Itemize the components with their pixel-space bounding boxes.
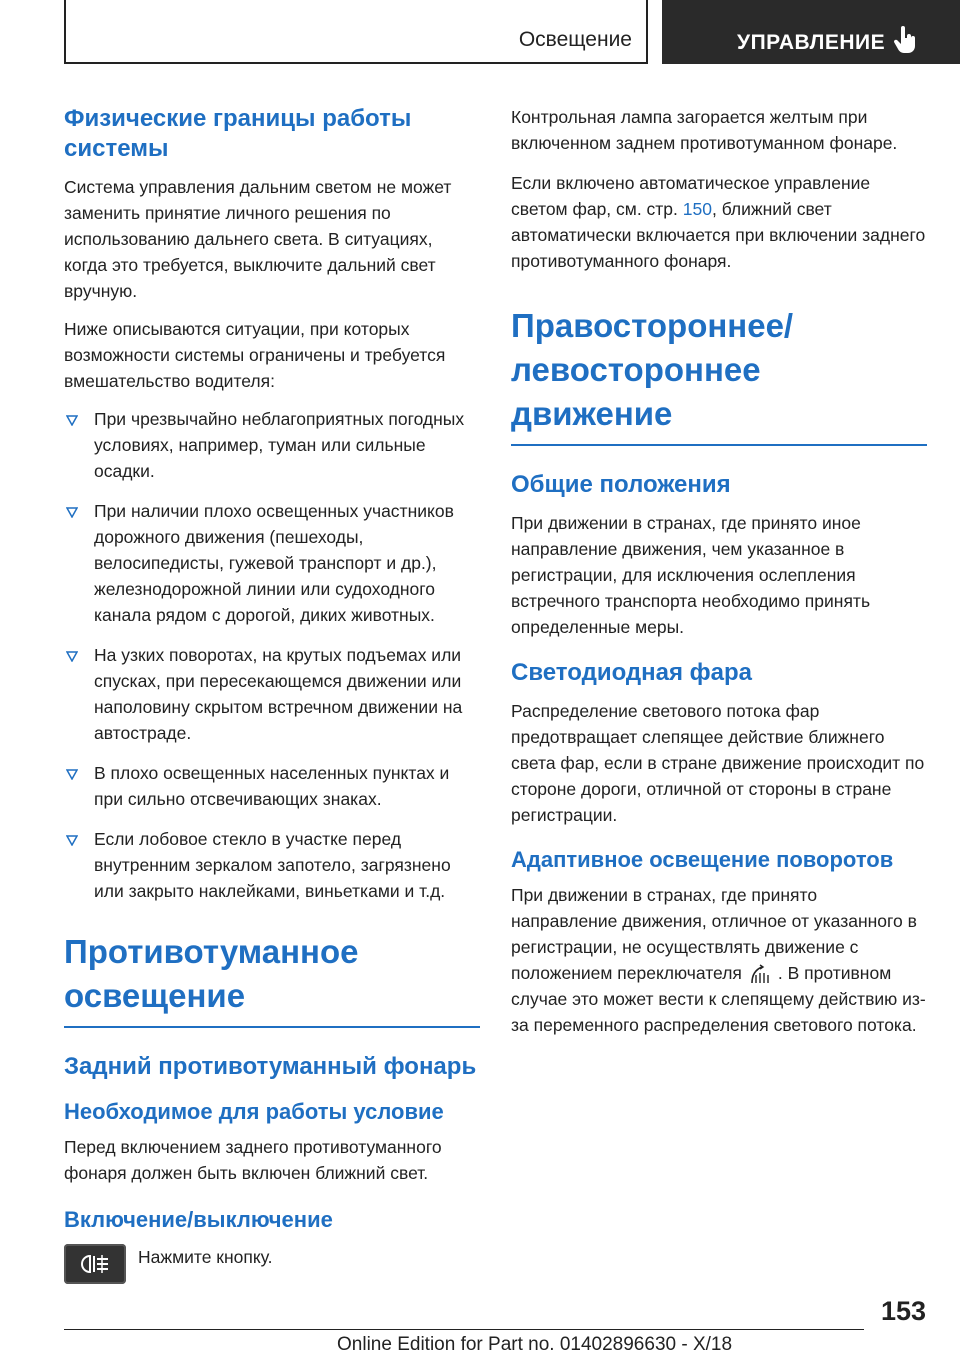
adaptive-text-end: . В противном случае это может вести к слепящему действию из-за переменного распределения светового потока.	[511, 963, 926, 1035]
onoff-text: Нажмите кнопку.	[138, 1247, 273, 1267]
section-header-tab	[64, 0, 648, 64]
bullet-text: На узких поворотах, на крутых подъемах или спусках, при пересекающемся движении или наполовину скрытом встречном движении на автостраде.	[94, 645, 463, 743]
limits-bullet-list	[64, 406, 480, 904]
general-heading: Общие положения	[511, 471, 731, 498]
chapter-title: УПРАВЛЕНИЕ	[737, 31, 886, 54]
rear-fog-button-image	[64, 1244, 126, 1284]
triangle-bullet-icon	[66, 507, 78, 518]
button-instruction	[64, 1244, 480, 1284]
footer-divider	[64, 1329, 864, 1330]
led-headlight-heading: Светодиодная фара	[511, 659, 753, 686]
fog-lights-heading: Противотуманное освещение	[64, 930, 480, 1028]
list-item	[64, 406, 480, 484]
hand-pointer-icon	[893, 26, 919, 59]
bullet-text: В плохо освещенных населенных пунктах и при сильно отсвечивающих знаках.	[94, 763, 450, 809]
section-title: Освещение	[518, 28, 632, 51]
bullet-text: При чрезвычайно неблагоприятных погодных условиях, например, туман или сильные осадки.	[94, 409, 465, 481]
chapter-header	[662, 0, 960, 64]
adaptive-light-icon	[748, 963, 772, 985]
list-item	[64, 642, 480, 746]
auto-text-start: Если включено автоматическое управление светом фар, см. стр.	[511, 173, 871, 219]
bullet-text: При наличии плохо освещенных участников дорожного движения (пешеходы, велосипедисты, гужевой транспорт и др.), железнодорожной линии или судоходного канала рядом с дорогой, диких животных.	[94, 501, 454, 625]
triangle-bullet-icon	[66, 415, 78, 426]
adaptive-text-start: При движении в странах, где принято направление движения, отличное от указанного в регистрации, не осуществлять движение с положением переключателя	[511, 885, 917, 983]
limits-heading: Физические границы работы системы	[64, 105, 412, 162]
onoff-heading: Включение/выключение	[64, 1207, 333, 1232]
condition-text: Перед включением заднего противотуманного фонаря должен быть включен ближний свет.	[64, 1137, 442, 1183]
list-item	[64, 760, 480, 812]
triangle-bullet-icon	[66, 835, 78, 846]
page-number: 153	[880, 1296, 926, 1326]
bullet-text: Если лобовое стекло в участке перед внутренним зеркалом запотело, загрязнено или закрыто наклейками, виньетками и т.д.	[94, 829, 451, 901]
led-headlight-text: Распределение светового потока фар предотвращает слепящее действие ближнего света фар, если в стране движение происходит по стороне дороги, отличной от стороны в стране регистрации.	[511, 701, 925, 825]
list-item	[64, 498, 480, 628]
condition-heading: Необходимое для работы условие	[64, 1099, 444, 1124]
auto-text-end: , ближний свет автоматически включается при включении заднего противотуманного фонаря.	[511, 199, 926, 271]
adaptive-heading: Адаптивное освещение поворотов	[511, 847, 894, 872]
right-column	[511, 104, 927, 1050]
list-item	[64, 826, 480, 904]
auto-headlight-paragraph	[511, 170, 927, 274]
indicator-paragraph: Контрольная лампа загорается желтым при включенном заднем противотуманном фонаре.	[511, 107, 898, 153]
triangle-bullet-icon	[66, 651, 78, 662]
rear-fog-light-icon	[78, 1252, 112, 1276]
edition-footer: Online Edition for Part no. 01402896630 - X/18	[337, 1334, 733, 1355]
rear-fog-heading: Задний противотуманный фонарь	[64, 1053, 477, 1080]
adaptive-text	[511, 882, 927, 1038]
page-reference-link[interactable]: 150	[682, 199, 712, 219]
general-text: При движении в странах, где принято иное направление движения, чем указанное в регистрации, для исключения ослепления встречного транспорта необходимо принять определенные меры.	[511, 513, 871, 637]
limits-paragraph-1: Система управления дальним светом не может заменить принятие личного решения по использованию дальнего света. В ситуациях, когда это требуется, выключите дальний свет вручную.	[64, 177, 452, 301]
left-column	[64, 104, 480, 1284]
limits-paragraph-2: Ниже описываются ситуации, при которых возможности системы ограничены и требуется вмешательство водителя:	[64, 319, 446, 391]
traffic-side-heading: Правостороннее/левостороннее движение	[511, 304, 927, 446]
triangle-bullet-icon	[66, 769, 78, 780]
